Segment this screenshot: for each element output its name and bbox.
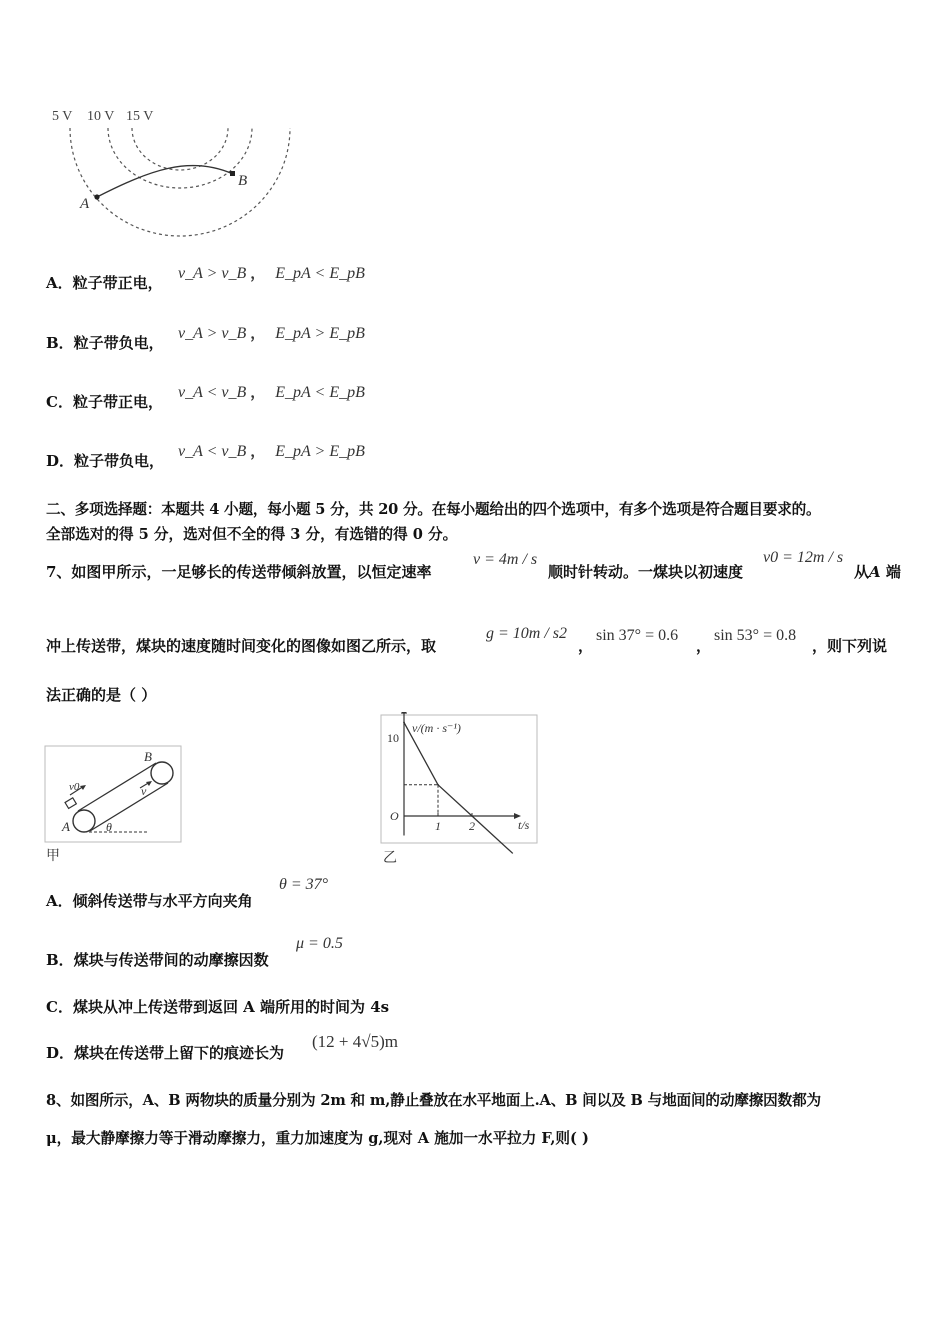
equipotential-arc-middle <box>108 128 252 188</box>
q7-text-3a: 从 <box>854 563 870 581</box>
vt-series-segment-1 <box>438 785 472 816</box>
q7-text-3b: A <box>869 563 881 581</box>
q7-option-c: C．煤块从冲上传送带到返回 A 端所用的时间为 4s <box>46 998 390 1016</box>
belt-bottom <box>90 783 168 831</box>
conveyor-label-v: v <box>141 784 147 798</box>
equipotential-figure <box>40 100 310 245</box>
q7-text-1: 7、如图甲所示，一足够长的传送带倾斜放置，以恒定速率 <box>46 563 432 581</box>
vt-x-tick-label-1: 1 <box>435 819 441 833</box>
vt-y-arrowhead <box>401 712 407 714</box>
pulley-top <box>151 762 173 784</box>
conveyor-label-a: A <box>62 819 70 834</box>
q6-option-b-math-v: v_A > v_B <box>178 325 247 342</box>
section2-line2: 全部选对的得 5 分，选对但不全的得 3 分，有选错的得 0 分。 <box>46 526 458 543</box>
conveyor-figure <box>44 745 184 865</box>
q7-stem-line1 <box>46 561 431 582</box>
equipotential-arc-outer <box>70 128 290 236</box>
q7-math-sin37: sin 37° = 0.6 <box>596 627 679 644</box>
q7-text-4: 冲上传送带，煤块的速度随时间变化的图像如图乙所示，取 <box>46 637 437 655</box>
q6-option-c-math-v: v_A < v_B <box>178 384 247 401</box>
q6-option-d <box>46 450 164 471</box>
vt-y-tick-label-10: 10 <box>387 731 399 745</box>
q6-option-d-sep: ， <box>250 444 266 460</box>
q6-option-d-math-e: E_pA > E_pB <box>275 443 365 460</box>
vt-origin-label: O <box>390 809 399 823</box>
q6-option-c-math <box>178 381 365 402</box>
q8-line1: 8、如图所示，A、B 两物块的质量分别为 2m 和 m,静止叠放在水平地面上.A、B 间以及 B 与地面间的动摩擦因数都为 <box>46 1092 821 1109</box>
vt-data-point-1 <box>437 784 439 786</box>
equipotential-arc-inner <box>132 128 228 170</box>
q6-option-b-label: B．粒子带负电， <box>46 334 164 352</box>
pulley-bottom <box>73 810 95 832</box>
q6-option-c <box>46 391 163 412</box>
q6-option-b-sep: ， <box>250 326 266 342</box>
q7-option-a: A．倾斜传送带与水平方向夹角 <box>46 892 253 910</box>
q7-text-3 <box>854 561 901 582</box>
q6-option-b-math <box>178 322 365 343</box>
q6-option-b <box>46 332 164 353</box>
q6-option-c-label: C．粒子带正电， <box>46 393 163 411</box>
figure-caption-yi: 乙 <box>383 851 397 866</box>
q7-math-g: g = 10m / s2 <box>486 625 568 642</box>
q6-option-c-sep: ， <box>250 385 266 401</box>
point-b-dot <box>230 171 235 176</box>
vt-data-point-0 <box>403 722 405 724</box>
q7-option-d-math: (12 + 4√5)m <box>312 1032 398 1051</box>
section2-line1: 二、多项选择题：本题共 4 小题，每小题 5 分，共 20 分。在每小题给出的四个选项中，有多个选项是符合题目要求的。 <box>46 501 821 518</box>
voltage-label-10v: 10 V <box>87 109 115 124</box>
particle-trajectory <box>97 165 233 197</box>
conveyor-label-theta: θ <box>106 820 112 834</box>
point-a-dot <box>94 194 99 199</box>
voltage-label-5v: 5 V <box>52 109 73 124</box>
coal-block <box>65 798 76 809</box>
vt-ylabel: v/(m · s⁻¹) <box>412 721 461 735</box>
q6-option-c-math-e: E_pA < E_pB <box>275 384 365 401</box>
q6-option-d-label: D．粒子带负电， <box>46 452 165 470</box>
vt-data-point-2 <box>471 815 473 817</box>
q7-option-a-math: θ = 37° <box>279 876 329 893</box>
q7-math-v0: v0 = 12m / s <box>763 549 844 566</box>
point-a-label: A <box>80 196 90 212</box>
vt-series-extension <box>472 816 513 853</box>
q6-option-d-math-v: v_A < v_B <box>178 443 247 460</box>
vt-xlabel: t/s <box>518 818 530 832</box>
voltage-label-15v: 15 V <box>126 109 154 124</box>
q7-text-6: 法正确的是（ ） <box>46 686 157 704</box>
q6-option-a-math-e: E_pA < E_pB <box>275 265 365 282</box>
q6-option-a-math <box>178 262 365 283</box>
q7-text-3c: 端 <box>880 563 901 581</box>
q7-text-2: 顺时针转动。一煤块以初速度 <box>548 563 744 581</box>
q6-option-a-label: A．粒子带正电， <box>46 274 163 292</box>
q7-text-5: ，则下列说 <box>812 637 888 655</box>
q6-option-a-sep: ， <box>250 266 266 282</box>
q7-math-sin53: sin 53° = 0.8 <box>714 627 797 644</box>
q7-option-b: B．煤块与传送带间的动摩擦因数 <box>46 951 269 969</box>
q7-comma-1: ， <box>578 637 594 655</box>
vt-graph <box>378 712 543 867</box>
q6-option-a-math-v: v_A > v_B <box>178 265 247 282</box>
q6-option-b-math-e: E_pA > E_pB <box>275 325 365 342</box>
q6-option-a <box>46 272 163 293</box>
conveyor-label-b: B <box>144 749 152 764</box>
q7-option-b-math: μ = 0.5 <box>296 935 343 952</box>
conveyor-label-v0: v0 <box>69 781 80 793</box>
q6-option-d-math <box>178 440 365 461</box>
q7-math-v: v = 4m / s <box>473 551 538 568</box>
point-b-label: B <box>238 173 248 189</box>
figure-caption-jia: 甲 <box>46 849 60 864</box>
q8-line2: μ，最大静摩擦力等于滑动摩擦力，重力加速度为 g,现对 A 施加一水平拉力 F,则( ) <box>46 1130 589 1147</box>
vt-x-tick-label-2: 2 <box>469 819 475 833</box>
q7-comma-2: ， <box>696 637 712 655</box>
q7-option-d: D．煤块在传送带上留下的痕迹长为 <box>46 1044 285 1062</box>
